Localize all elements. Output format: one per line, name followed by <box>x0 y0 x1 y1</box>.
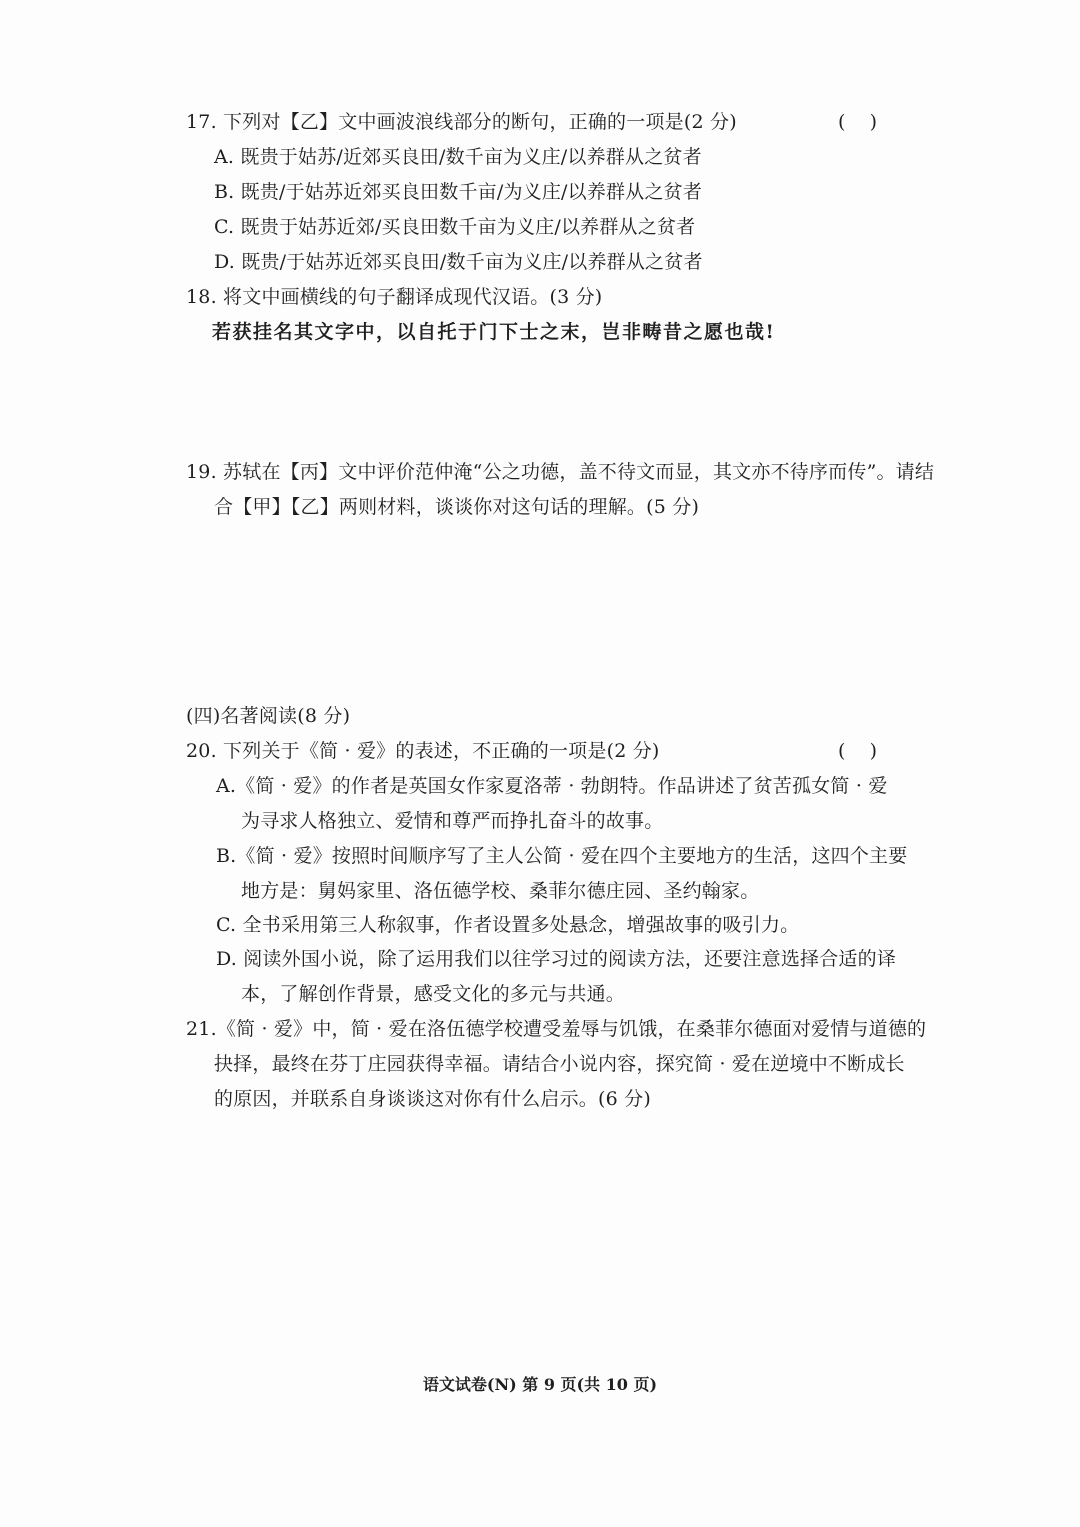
q21-line3: 的原因，并联系自身谈谈这对你有什么启示。(6 分) <box>214 1088 651 1110</box>
q19-line2: 合【甲】【乙】两则材料，谈谈你对这句话的理解。(5 分) <box>214 496 700 518</box>
q20-option-a-line2: 为寻求人格独立、爱情和尊严而挣扎奋斗的故事。 <box>241 810 664 832</box>
q20-option-a-line1: A.《简 · 爱》的作者是英国女作家夏洛蒂 · 勃朗特。作品讲述了贫苦孤女简 · 爱 <box>216 775 888 797</box>
q19-line1: 19. 苏轼在【丙】文中评价范仲淹“公之功德，盖不待文而显，其文亦不待序而传”。请结 <box>186 461 935 483</box>
q17-option-b: B. 既贵/于姑苏近郊买良田数千亩/为义庄/以养群从之贫者 <box>214 181 703 203</box>
q17-option-d: D. 既贵/于姑苏近郊买良田/数千亩为义庄/以养群从之贫者 <box>214 251 703 273</box>
q17-answer-parentheses[interactable]: ( ) <box>838 111 877 133</box>
page-footer: 语文试卷(N) 第 9 页(共 10 页) <box>422 1375 658 1394</box>
q17-stem: 17. 下列对【乙】文中画波浪线部分的断句，正确的一项是(2 分) <box>186 111 737 133</box>
q20-answer-parentheses[interactable]: ( ) <box>838 740 877 762</box>
q18-stem: 18. 将文中画横线的句子翻译成现代汉语。(3 分) <box>186 286 603 308</box>
q17-option-a: A. 既贵于姑苏/近郊买良田/数千亩为义庄/以养群从之贫者 <box>214 146 702 168</box>
q20-option-d-line1: D. 阅读外国小说，除了运用我们以往学习过的阅读方法，还要注意选择合适的译 <box>216 948 897 970</box>
q20-option-b-line1: B.《简 · 爱》按照时间顺序写了主人公简 · 爱在四个主要地方的生活，这四个主要 <box>216 845 908 867</box>
q21-line1: 21.《简 · 爱》中，简 · 爱在洛伍德学校遭受羞辱与饥饿，在桑菲尔德面对爱情与道德的 <box>186 1018 927 1040</box>
q18-sentence: 若获挂名其文字中，以自托于门下士之末，岂非畴昔之愿也哉! <box>212 321 776 343</box>
q20-option-d-line2: 本，了解创作背景，感受文化的多元与共通。 <box>241 983 626 1005</box>
q17-option-c: C. 既贵于姑苏近郊/买良田数千亩为义庄/以养群从之贫者 <box>214 216 696 238</box>
q21-line2: 抉择，最终在芬丁庄园获得幸福。请结合小说内容，探究简 · 爱在逆境中不断成长 <box>214 1053 905 1075</box>
q20-option-c-line1: C. 全书采用第三人称叙事，作者设置多处悬念，增强故事的吸引力。 <box>216 914 800 936</box>
q20-stem: 20. 下列关于《简 · 爱》的表述，不正确的一项是(2 分) <box>186 740 660 762</box>
section-title: (四)名著阅读(8 分) <box>186 705 351 727</box>
q20-option-b-line2: 地方是：舅妈家里、洛伍德学校、桑菲尔德庄园、圣约翰家。 <box>241 880 760 902</box>
